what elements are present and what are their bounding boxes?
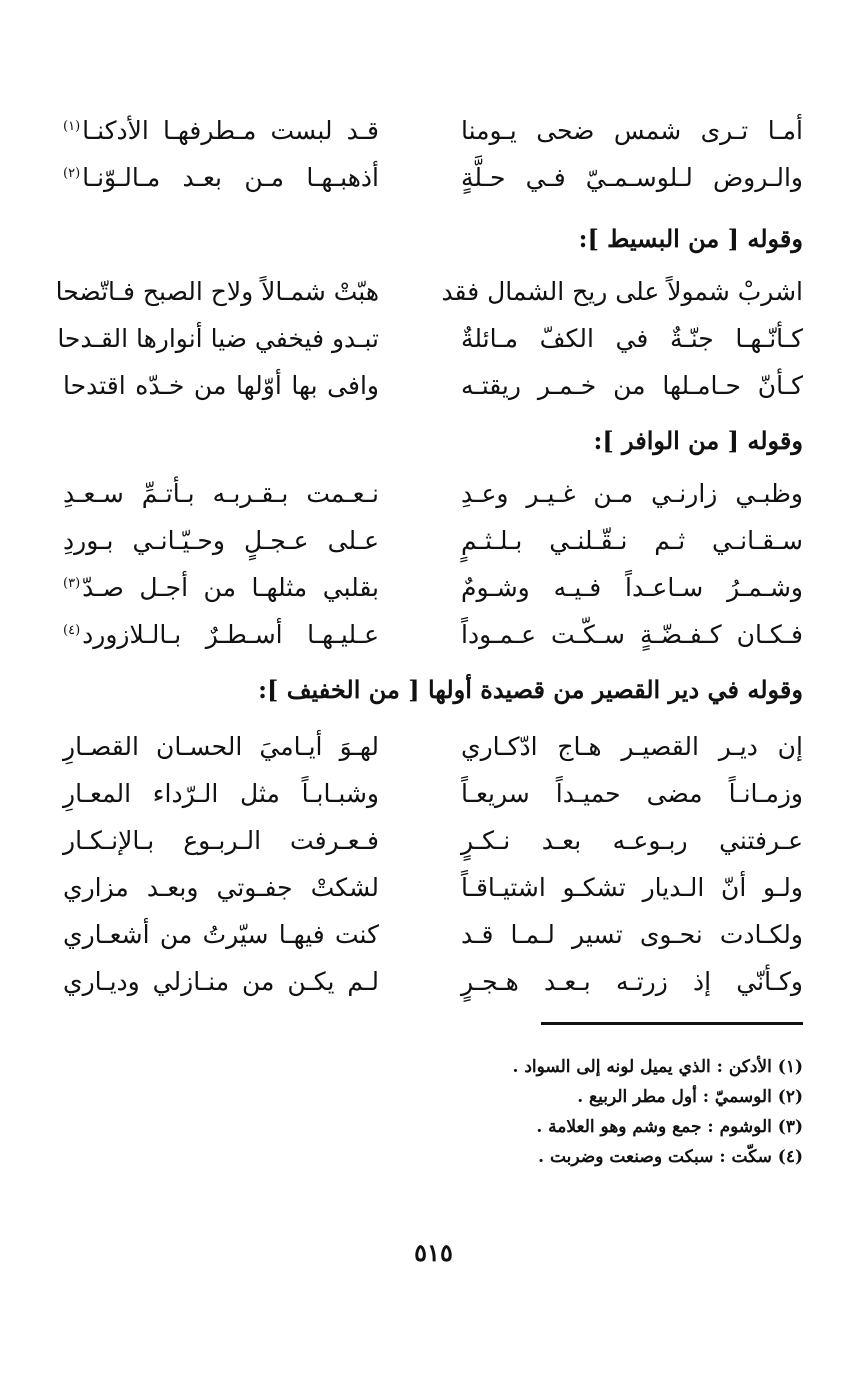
verse: [63, 723, 803, 770]
poem-4: [63, 723, 803, 1005]
verse: [63, 864, 803, 911]
first-hemistich: سـقـانـي ثـم نـقّـلنـي بـلـثـمٍ: [461, 526, 803, 555]
first-hemistich: والـروض لـلوسـمـيّ فـي حـلَّةٍ: [461, 163, 803, 192]
hemistich-text: عـليـهـا أسـطـرٌ بـالـلازورد: [82, 620, 379, 649]
first-hemistich: وظبـي زارنـي مـن غـيـر وعـدِ: [461, 479, 803, 508]
verse: [63, 911, 803, 958]
first-hemistich: عـرفتني ربـوعـه بعـد نـكـرٍ: [461, 826, 803, 855]
hemistich-text: بقلبي مثلهـا من أجـل صـدّ: [82, 573, 379, 602]
verse: [63, 611, 803, 658]
second-hemistich: كنت فيهـا سيّرتُ من أشعـاري: [63, 920, 379, 949]
second-hemistich: لهـوَ أيـاميَ الحسـان القصـارِ: [63, 732, 379, 761]
footnote-marker: (٣): [63, 575, 81, 591]
footnote: (٤) سكّت : سبكت وصنعت وضربت .: [538, 1147, 803, 1167]
second-hemistich: هبّتْ شمـالاً ولاح الصبح فـاتّضحا: [55, 277, 379, 306]
verse: [63, 517, 803, 564]
first-hemistich: وكـأنّي إذ زرتـه بـعـد هـجـرٍ: [461, 967, 803, 996]
verse: [63, 154, 803, 201]
first-hemistich: وشـمـرُ سـاعـداً فـيـه وشـومٌ: [461, 573, 803, 602]
second-hemistich: وافى بها أوّلها من خـدّه اقتدحا: [63, 371, 379, 400]
second-hemistich: لـم يكـن من منـازلي وديـاري: [63, 967, 379, 996]
first-hemistich: فـكـان كـفـضّـةٍ سـكّـت عـمـوداً: [461, 620, 803, 649]
poem-intro: وقوله [ من البسيط ]:: [578, 224, 803, 253]
second-hemistich: عـلى عـجـلٍ وحـيّـانـي بـوردِ: [63, 526, 379, 555]
poem-intro: وقوله [ من الوافر ]:: [593, 426, 803, 455]
verse: [63, 958, 803, 1005]
footnote: (٢) الوسميّ : أول مطر الربيع .: [577, 1087, 803, 1107]
verse: [55, 268, 803, 315]
footnotes: [303, 1052, 803, 1172]
first-hemistich: اشربْ شمولاً على ريح الشمال فقد: [441, 277, 803, 306]
footnote-marker: (٢): [63, 165, 81, 181]
second-hemistich: فـعـرفت الـربـوع بـالإنـكـار: [63, 826, 379, 855]
verse: [63, 470, 803, 517]
first-hemistich: وزمـانـاً مضى حميـداً سريعـاً: [461, 779, 803, 808]
hemistich-text: أذهبـهـا مـن بعـد مـالـوّنـا: [82, 163, 379, 192]
footnote: (٣) الوشوم : جمع وشم وهو العلامة .: [536, 1117, 803, 1137]
footnote-marker: (١): [63, 118, 81, 134]
poem-intro: وقوله في دير القصير من قصيدة أولها [ من الخفيف ]:: [258, 675, 803, 704]
footnote-separator: [541, 1022, 803, 1025]
verse: [57, 315, 803, 362]
hemistich-text: قـد لبست مـطرفهـا الأدكنـا: [82, 116, 379, 145]
second-hemistich: [63, 575, 379, 600]
poem-1: [63, 107, 803, 201]
footnote: (١) الأدكن : الذي يميل لونه إلى السواد .: [512, 1057, 803, 1077]
page-number: ٥١٥: [414, 1238, 453, 1267]
first-hemistich: ولـو أنّ الـديار تشكـو اشتيـاقـاً: [461, 873, 803, 902]
second-hemistich: وشبـابـاً مثل الـرّداء المعـارِ: [63, 779, 379, 808]
verse: [63, 564, 803, 611]
first-hemistich: أمـا تـرى شمس ضحى يـومنا: [461, 116, 803, 145]
verse: [63, 770, 803, 817]
second-hemistich: [63, 118, 379, 143]
verse: [63, 362, 803, 409]
first-hemistich: كـأنّ حـامـلها من خـمـر ريقتـه: [461, 371, 803, 400]
verse: [63, 107, 803, 154]
verse: [63, 817, 803, 864]
second-hemistich: تبـدو فيخفي ضيا أنوارها القـدحا: [57, 324, 379, 353]
first-hemistich: كـأنّـهـا جنّـةٌ في الكفّ مـائلةٌ: [461, 324, 803, 353]
second-hemistich: نـعـمت بـقـربـه بـأتـمِّ سـعـدِ: [63, 479, 379, 508]
poem-3: [63, 470, 803, 658]
second-hemistich: [63, 622, 379, 647]
second-hemistich: [63, 165, 379, 190]
first-hemistich: إن ديـر القصيـر هـاج ادّكـاري: [461, 732, 803, 761]
poem-2: [55, 268, 803, 409]
footnote-marker: (٤): [63, 622, 81, 638]
second-hemistich: لشكتْ جفـوتي وبعـد مزاري: [63, 873, 379, 902]
first-hemistich: ولكـادت نحـوى تسير لـمـا قـد: [461, 920, 803, 949]
